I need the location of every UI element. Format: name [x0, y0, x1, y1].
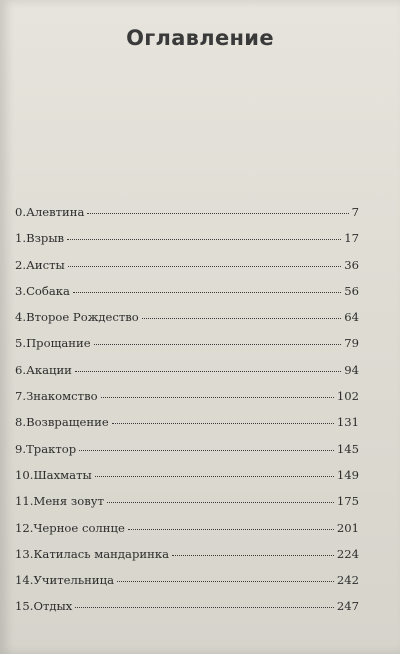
- dot-leader: [73, 292, 341, 293]
- chapter-number: 13.: [15, 546, 34, 561]
- chapter-title: Черное солнце: [33, 520, 125, 535]
- chapter-number: 5.: [15, 336, 27, 351]
- chapter-title: Учительница: [33, 573, 114, 588]
- page-number: 201: [336, 520, 359, 535]
- dot-leader: [128, 529, 334, 530]
- dot-leader: [172, 555, 334, 556]
- chapter-title: Трактор: [26, 441, 77, 456]
- page-number: 131: [336, 415, 359, 430]
- toc-entry: [15, 284, 359, 310]
- toc-entry: [15, 415, 359, 441]
- page-number: 149: [336, 467, 359, 482]
- chapter-title: Меня зовут: [33, 494, 104, 509]
- dot-leader: [101, 397, 334, 398]
- toc-entry: [15, 547, 359, 573]
- chapter-number: 15.: [15, 599, 34, 614]
- page-number: 102: [336, 389, 359, 404]
- chapter-title: Второе Рождество: [26, 310, 139, 325]
- dot-leader: [87, 213, 348, 214]
- chapter-title: Алевтина: [26, 205, 85, 219]
- toc-entry: [15, 494, 359, 520]
- page-number: 56: [344, 283, 359, 298]
- toc-entry: [15, 573, 359, 599]
- chapter-number: 7.: [15, 389, 27, 404]
- dot-leader: [95, 476, 334, 477]
- chapter-number: 4.: [15, 310, 27, 325]
- page-number: 175: [336, 494, 359, 509]
- dot-leader: [94, 344, 342, 345]
- page-title: Оглавление: [126, 26, 274, 50]
- toc-entry: [15, 310, 359, 336]
- page-number: 7: [351, 205, 359, 219]
- chapter-number: 14.: [15, 573, 34, 588]
- toc-entry: [15, 468, 359, 494]
- page-number: 247: [336, 599, 359, 614]
- page-number: 94: [344, 362, 359, 377]
- dot-leader: [68, 266, 342, 267]
- chapter-number: 11.: [15, 494, 34, 509]
- page-number: 224: [336, 546, 359, 561]
- page-number: 242: [336, 573, 359, 588]
- chapter-title: Взрыв: [26, 231, 65, 246]
- page-number: 145: [336, 441, 359, 456]
- toc-entry: [15, 258, 359, 284]
- toc-entry: [15, 389, 359, 415]
- dot-leader: [67, 239, 341, 240]
- chapter-number: 9.: [15, 441, 27, 456]
- page-number: 79: [344, 336, 359, 351]
- dot-leader: [142, 318, 341, 319]
- chapter-number: 1.: [15, 231, 27, 246]
- chapter-number: 6.: [15, 362, 27, 377]
- chapter-number: 12.: [15, 520, 34, 535]
- toc-entry: [15, 521, 359, 547]
- toc-entry: [15, 336, 359, 362]
- chapter-number: 3.: [15, 283, 27, 298]
- chapter-title: Знакомство: [26, 389, 98, 404]
- dot-leader: [75, 371, 341, 372]
- page-number: 17: [344, 231, 359, 246]
- chapter-title: Аисты: [26, 257, 65, 272]
- page-number: 36: [344, 257, 359, 272]
- chapter-title: Акации: [26, 362, 72, 377]
- toc-entry: [15, 363, 359, 389]
- chapter-title: Собака: [26, 283, 70, 298]
- table-of-contents: [15, 205, 359, 626]
- chapter-title: Шахматы: [33, 467, 92, 482]
- dot-leader: [75, 607, 334, 608]
- chapter-title: Прощание: [26, 336, 91, 351]
- chapter-title: Возвращение: [26, 415, 109, 430]
- chapter-number: 8.: [15, 415, 27, 430]
- chapter-number: 0.: [15, 205, 27, 219]
- toc-entry: [15, 599, 359, 625]
- toc-entry: [15, 205, 359, 231]
- chapter-number: 2.: [15, 257, 27, 272]
- chapter-number: 10.: [15, 467, 34, 482]
- dot-leader: [117, 581, 334, 582]
- toc-entry: [15, 442, 359, 468]
- chapter-title: Катилась мандаринка: [33, 546, 169, 561]
- chapter-title: Отдых: [33, 599, 73, 614]
- dot-leader: [112, 423, 334, 424]
- dot-leader: [107, 502, 334, 503]
- dot-leader: [79, 450, 334, 451]
- page-number: 64: [344, 310, 359, 325]
- toc-entry: [15, 231, 359, 257]
